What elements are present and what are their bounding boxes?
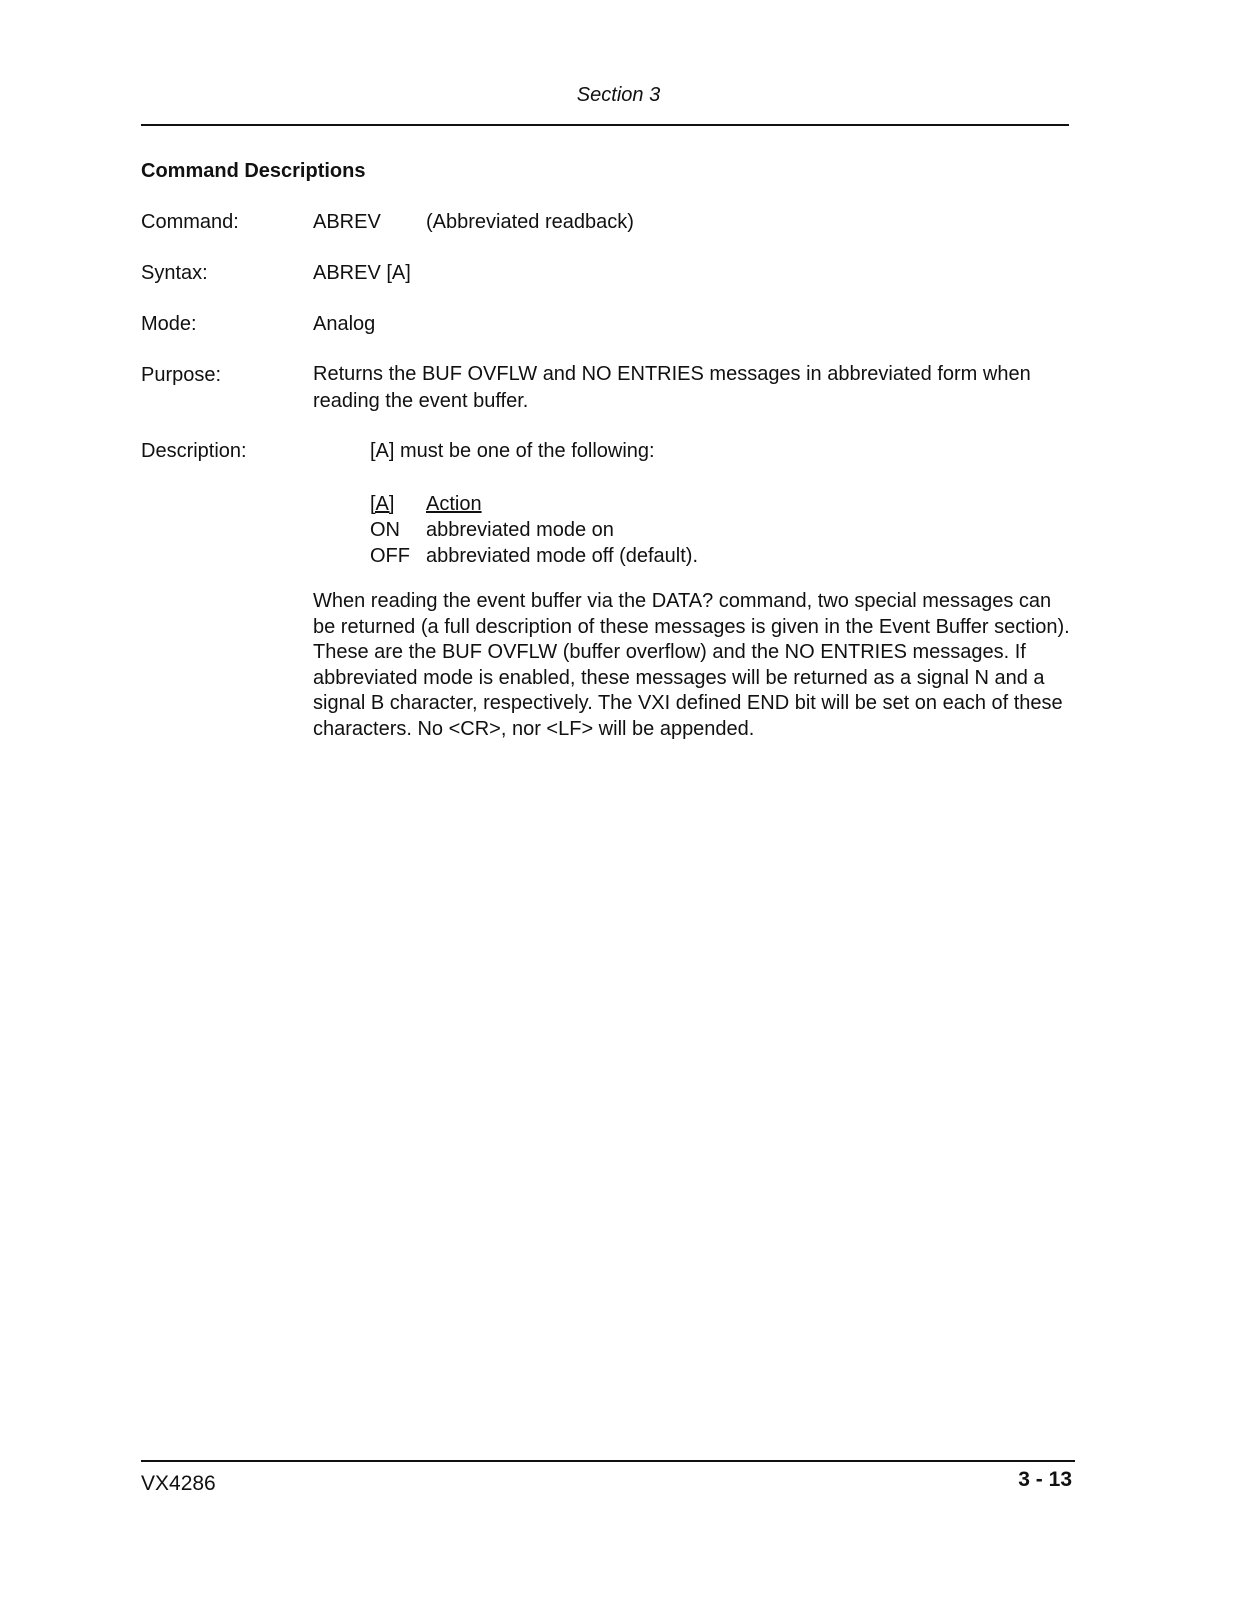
command-label: Command: xyxy=(141,211,239,233)
description-label: Description: xyxy=(141,440,247,462)
footer-product: VX4286 xyxy=(141,1472,216,1495)
footer-rule xyxy=(141,1460,1075,1462)
table-cell-option: ON xyxy=(370,519,400,541)
mode-label: Mode: xyxy=(141,313,197,335)
header-rule xyxy=(141,124,1069,126)
command-name: ABREV xyxy=(313,211,381,233)
page-header-title: Section 3 xyxy=(576,84,661,106)
table-header-a: [A] xyxy=(370,493,395,515)
section-heading: Command Descriptions xyxy=(141,160,366,182)
syntax-value: ABREV [A] xyxy=(313,262,411,284)
purpose-text: Returns the BUF OVFLW and NO ENTRIES messages in abbreviated form when reading the event buffer. xyxy=(313,363,1031,412)
table-header-row xyxy=(370,491,698,517)
command-description: (Abbreviated readback) xyxy=(426,211,634,233)
syntax-label: Syntax: xyxy=(141,262,208,284)
description-paragraph: When reading the event buffer via the DATA? command, two special messages can be returned (a full description of these messages is given in the Event Buffer section). These are the BUF OVFLW (buffer overflow) and the NO ENTRIES messages. If abbreviated mode is enabled, these messages will be returned as a signal N and a signal B character, respectively. The VXI defined END bit will be set on each of these characters. No <CR>, nor <LF> will be appended. xyxy=(313,590,1070,740)
table-row xyxy=(370,517,698,543)
table-header-action: Action xyxy=(426,493,482,515)
table-cell-option: OFF xyxy=(370,545,410,567)
footer-page-number: 3 - 13 xyxy=(1018,1468,1072,1491)
table-cell-action: abbreviated mode off (default). xyxy=(426,545,699,567)
options-table xyxy=(370,491,698,569)
purpose-label: Purpose: xyxy=(141,364,222,386)
table-cell-action: abbreviated mode on xyxy=(426,519,614,541)
table-row xyxy=(370,543,698,569)
description-intro: [A] must be one of the following: xyxy=(370,440,655,462)
mode-value: Analog xyxy=(313,313,376,335)
